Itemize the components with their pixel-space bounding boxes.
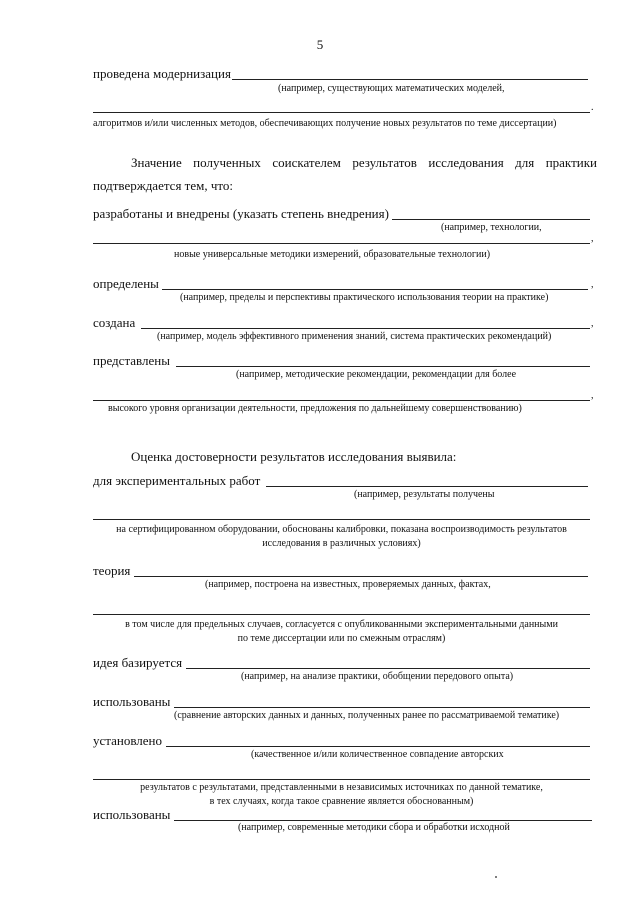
theory-hint-2: в том числе для предельных случаев, согласуется с опубликованными экспериментальными данными — [125, 619, 558, 630]
established-label: установлено — [93, 733, 163, 748]
created-field[interactable] — [141, 328, 590, 329]
established-hint-3: в тех случаях, когда такое сравнение является обоснованным) — [209, 796, 474, 807]
used2-field[interactable] — [174, 820, 592, 821]
idea-field[interactable] — [186, 668, 590, 669]
defined-field[interactable] — [162, 289, 588, 290]
established-hint-2: результатов с результатами, представленными в независимых источниках по данной тематике, — [140, 782, 543, 793]
presented-field-2[interactable] — [93, 400, 590, 401]
theory-hint-3: по теме диссертации или по смежным отраслям) — [237, 633, 446, 644]
practice-heading: Значение полученных соискателем результатов исследования для практики — [131, 155, 597, 170]
established-field-2[interactable] — [93, 779, 590, 780]
established-hint: (качественное и/или количественное совпадение авторских — [251, 749, 504, 760]
defined-comma: , — [591, 279, 594, 290]
implemented-hint: (например, технологии, — [441, 222, 542, 233]
created-hint: (например, модель эффективного применения знаний, система практических рекомендаций) — [157, 331, 552, 342]
experimental-hint: (например, результаты получены — [354, 489, 495, 500]
presented-hint: (например, методические рекомендации, рекомендации для более — [236, 369, 517, 380]
theory-label: теория — [93, 563, 131, 578]
theory-field[interactable] — [134, 576, 588, 577]
presented-field[interactable] — [176, 366, 590, 367]
modernization-field[interactable] — [232, 79, 588, 80]
experimental-hint-2: на сертифицированном оборудовании, обоснованы калибровки, показана воспроизводимость результатов — [116, 524, 567, 535]
modernization-hint-2: алгоритмов и/или численных методов, обеспечивающих получение новых результатов по теме диссертации) — [93, 118, 557, 129]
used1-field[interactable] — [174, 707, 590, 708]
established-field[interactable] — [166, 746, 590, 747]
implemented-field-2[interactable] — [93, 243, 590, 244]
used1-label: использованы — [93, 694, 171, 709]
modernization-label: проведена модернизация — [93, 66, 231, 81]
modernization-field-2[interactable] — [93, 112, 590, 113]
page-number: 5 — [316, 37, 324, 52]
theory-hint: (например, построена на известных, проверяемых данных, фактах, — [205, 579, 491, 590]
defined-hint: (например, пределы и перспективы практического использования теории на практике) — [180, 292, 549, 303]
used2-hint: (например, современные методики сбора и обработки исходной — [238, 822, 510, 833]
experimental-hint-3: исследования в различных условиях) — [262, 538, 421, 549]
theory-field-2[interactable] — [93, 614, 590, 615]
presented-hint-2: высокого уровня организации деятельности, предложения по дальнейшему совершенствованию) — [108, 403, 522, 414]
presented-comma: , — [591, 390, 594, 401]
presented-label: представлены — [93, 353, 170, 368]
defined-label: определены — [93, 276, 159, 291]
implemented-comma: , — [591, 233, 594, 244]
idea-label: идея базируется — [93, 655, 183, 670]
created-comma: , — [591, 318, 594, 329]
modernization-hint: (например, существующих математических моделей, — [278, 83, 505, 94]
idea-hint: (например, на анализе практики, обобщении передового опыта) — [241, 671, 514, 682]
practice-heading-cont: подтверждается тем, что: — [93, 178, 234, 193]
created-label: создана — [93, 315, 136, 330]
implemented-label: разработаны и внедрены (указать степень внедрения) — [93, 206, 389, 221]
implemented-hint-2: новые универсальные методики измерений, образовательные технологии) — [174, 249, 491, 260]
used1-hint: (сравнение авторских данных и данных, полученных ранее по рассматриваемой тематике) — [174, 710, 560, 721]
used2-label: использованы — [93, 807, 171, 822]
experimental-field[interactable] — [266, 486, 588, 487]
implemented-field[interactable] — [392, 219, 590, 220]
scan-speck — [495, 876, 497, 878]
experimental-label: для экспериментальных работ — [93, 473, 261, 488]
reliability-heading: Оценка достоверности результатов исследования выявила: — [131, 449, 457, 464]
experimental-field-2[interactable] — [93, 519, 590, 520]
modernization-period: . — [591, 102, 594, 113]
